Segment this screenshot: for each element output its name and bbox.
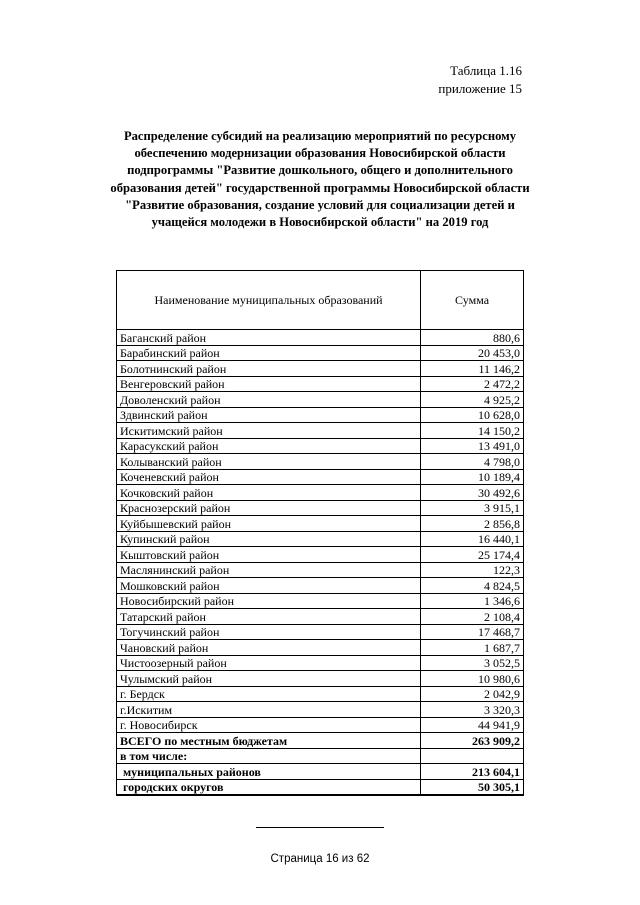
row-name: Кыштовский район — [117, 547, 421, 563]
row-name: Барабинский район — [117, 345, 421, 361]
row-name: Мошковский район — [117, 578, 421, 594]
appendix-reference: приложение 15 — [438, 81, 522, 96]
row-sum: 263 909,2 — [421, 733, 524, 749]
table-row — [117, 392, 524, 408]
table-row — [117, 516, 524, 532]
row-name: муниципальных районов — [117, 764, 421, 780]
header-references — [438, 62, 522, 98]
row-name: Тогучинский район — [117, 624, 421, 640]
row-name: Баганский район — [117, 330, 421, 346]
table-row — [117, 578, 524, 594]
table-row — [117, 655, 524, 671]
row-sum: 1 346,6 — [421, 593, 524, 609]
table-row — [117, 702, 524, 718]
row-name: Чистоозерный район — [117, 655, 421, 671]
row-name: городских округов — [117, 779, 421, 795]
table-row — [117, 361, 524, 377]
row-sum: 4 925,2 — [421, 392, 524, 408]
table-row — [117, 779, 524, 795]
table-row — [117, 686, 524, 702]
row-sum: 2 108,4 — [421, 609, 524, 625]
row-sum: 3 052,5 — [421, 655, 524, 671]
footer-divider — [256, 827, 384, 828]
row-sum: 50 305,1 — [421, 779, 524, 795]
table-row — [117, 376, 524, 392]
column-header-name: Наименование муниципальных образований — [117, 271, 421, 330]
row-sum: 880,6 — [421, 330, 524, 346]
row-sum: 16 440,1 — [421, 531, 524, 547]
table-row — [117, 640, 524, 656]
row-name: Болотнинский район — [117, 361, 421, 377]
row-sum: 30 492,6 — [421, 485, 524, 501]
column-header-sum: Сумма — [421, 271, 524, 330]
row-sum: 10 628,0 — [421, 407, 524, 423]
table-row — [117, 345, 524, 361]
row-sum: 20 453,0 — [421, 345, 524, 361]
row-sum: 213 604,1 — [421, 764, 524, 780]
table-row — [117, 593, 524, 609]
table-reference: Таблица 1.16 — [450, 63, 522, 78]
row-name: Куйбышевский район — [117, 516, 421, 532]
row-name: Карасукский район — [117, 438, 421, 454]
table-row — [117, 717, 524, 733]
table-row — [117, 733, 524, 749]
row-name: Краснозерский район — [117, 500, 421, 516]
row-name: Чулымский район — [117, 671, 421, 687]
table-row — [117, 469, 524, 485]
table-row — [117, 764, 524, 780]
row-sum — [421, 748, 524, 764]
row-name: Коченевский район — [117, 469, 421, 485]
row-sum: 2 472,2 — [421, 376, 524, 392]
row-sum: 17 468,7 — [421, 624, 524, 640]
row-name: Чановский район — [117, 640, 421, 656]
table-row — [117, 624, 524, 640]
table-row — [117, 609, 524, 625]
row-sum: 10 980,6 — [421, 671, 524, 687]
row-sum: 14 150,2 — [421, 423, 524, 439]
subsidy-table — [116, 270, 524, 796]
page-number: Страница 16 из 62 — [270, 853, 370, 865]
row-name: Венгеровский район — [117, 376, 421, 392]
row-name: Здвинский район — [117, 407, 421, 423]
row-name: Кочковский район — [117, 485, 421, 501]
row-sum: 13 491,0 — [421, 438, 524, 454]
row-name: Новосибирский район — [117, 593, 421, 609]
table-row — [117, 485, 524, 501]
table-row — [117, 423, 524, 439]
document-title: Распределение субсидий на реализацию мероприятий по ресурсному обеспечению модернизации образования Новосибирской области подпрограммы "Развитие дошкольного, общего и дополнительного образования детей" государственной программы Новосибирской области "Развитие образования, создание условий для социализации детей и учащейся молодежи в Новосибирской области" на 2019 год — [110, 129, 530, 230]
table-row — [117, 547, 524, 563]
table-row — [117, 330, 524, 346]
row-name: Маслянинский район — [117, 562, 421, 578]
table-row — [117, 531, 524, 547]
row-sum: 122,3 — [421, 562, 524, 578]
row-sum: 1 687,7 — [421, 640, 524, 656]
row-sum: 2 856,8 — [421, 516, 524, 532]
row-name: Татарский район — [117, 609, 421, 625]
row-sum: 11 146,2 — [421, 361, 524, 377]
table-body — [117, 330, 524, 796]
row-name: Искитимский район — [117, 423, 421, 439]
row-name: Доволенский район — [117, 392, 421, 408]
row-name: Купинский район — [117, 531, 421, 547]
row-name: г. Бердск — [117, 686, 421, 702]
row-sum: 10 189,4 — [421, 469, 524, 485]
row-sum: 3 320,3 — [421, 702, 524, 718]
row-name: ВСЕГО по местным бюджетам — [117, 733, 421, 749]
row-name: в том числе: — [117, 748, 421, 764]
row-sum: 4 798,0 — [421, 454, 524, 470]
table-row — [117, 562, 524, 578]
row-sum: 4 824,5 — [421, 578, 524, 594]
table-row — [117, 671, 524, 687]
row-sum: 3 915,1 — [421, 500, 524, 516]
table-header-row — [117, 271, 524, 330]
table-row — [117, 454, 524, 470]
row-name: Колыванский район — [117, 454, 421, 470]
row-name: г.Искитим — [117, 702, 421, 718]
table-row — [117, 407, 524, 423]
row-sum: 25 174,4 — [421, 547, 524, 563]
table-row — [117, 438, 524, 454]
table-row — [117, 500, 524, 516]
table-row — [117, 748, 524, 764]
row-sum: 44 941,9 — [421, 717, 524, 733]
row-sum: 2 042,9 — [421, 686, 524, 702]
row-name: г. Новосибирск — [117, 717, 421, 733]
